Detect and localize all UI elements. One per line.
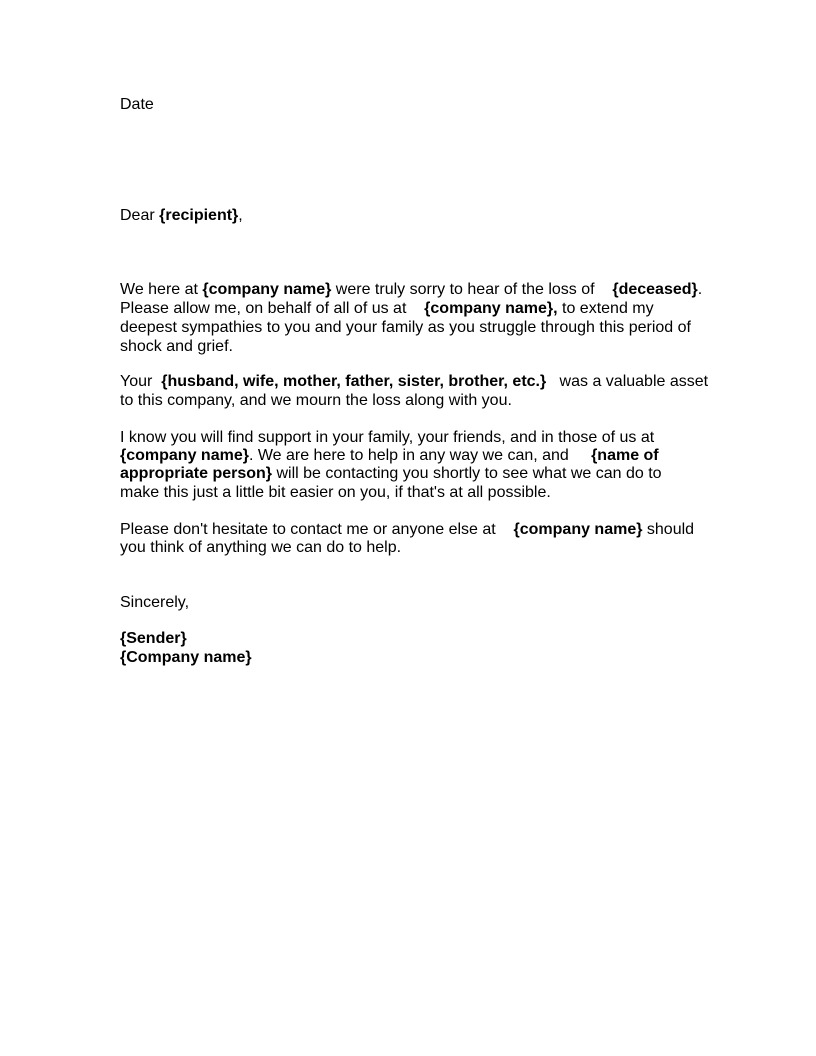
closing-text: Sincerely,	[120, 594, 190, 611]
para1-line2	[120, 299, 654, 318]
para4-text: should	[642, 521, 695, 538]
para2-text: to this company, and we mourn the loss along with you.	[120, 392, 512, 409]
appropriate-person-placeholder: {name of	[591, 447, 659, 464]
para3-line4	[120, 483, 551, 502]
closing-line	[120, 593, 189, 612]
relation-placeholder: {husband, wife, mother, father, sister, brother, etc.}	[161, 373, 547, 390]
para1-text: shock and grief.	[120, 338, 233, 355]
company-name-placeholder: {company name}	[202, 281, 332, 298]
para3-text: will be contacting you shortly to see what we can do to	[272, 465, 662, 482]
para2-line1	[120, 372, 708, 391]
para3-line3	[120, 464, 662, 483]
date-label: Date	[120, 96, 154, 113]
company-name-placeholder: {company name}	[120, 447, 249, 464]
para1-line4	[120, 337, 233, 356]
para3-text: I know you will find support in your family, your friends, and in those of us at	[120, 429, 655, 446]
para4-text: you think of anything we can do to help.	[120, 539, 402, 556]
sender-line	[120, 629, 187, 648]
recipient-placeholder: {recipient}	[159, 207, 239, 224]
para4-line2	[120, 538, 401, 557]
para3-text: make this just a little bit easier on you, if that's at all possible.	[120, 484, 551, 501]
appropriate-person-placeholder: appropriate person}	[120, 465, 273, 482]
para1-text: We here at	[120, 281, 203, 298]
para1-text: were truly sorry to hear of the loss of	[331, 281, 613, 298]
sender-placeholder: {Sender}	[120, 630, 187, 647]
company-name-placeholder: {company name}	[513, 521, 643, 538]
company-line	[120, 648, 252, 667]
para3-text: . We are here to help in any way we can, and	[248, 447, 592, 464]
para2-line2	[120, 391, 512, 410]
para3-line1	[120, 428, 654, 447]
company-name-placeholder: {company name},	[424, 300, 558, 317]
para1-line3	[120, 318, 691, 337]
para1-text: .	[697, 281, 703, 298]
para2-text: Your	[120, 373, 162, 390]
para1-text: deepest sympathies to you and your family as you struggle through this period of	[120, 319, 691, 336]
para2-text: was a valuable asset	[546, 373, 709, 390]
para4-line1	[120, 520, 694, 539]
company-placeholder: {Company name}	[120, 649, 252, 666]
date-line	[120, 95, 154, 114]
para1-text: Please allow me, on behalf of all of us at	[120, 300, 425, 317]
para3-line2	[120, 446, 659, 465]
deceased-placeholder: {deceased}	[612, 281, 698, 298]
salutation-comma: ,	[238, 207, 243, 224]
salutation-line	[120, 206, 243, 225]
salutation-dear: Dear	[120, 207, 160, 224]
para4-text: Please don't hesitate to contact me or anyone else at	[120, 521, 514, 538]
para1-text: to extend my	[557, 300, 654, 317]
para1-line1	[120, 280, 702, 299]
